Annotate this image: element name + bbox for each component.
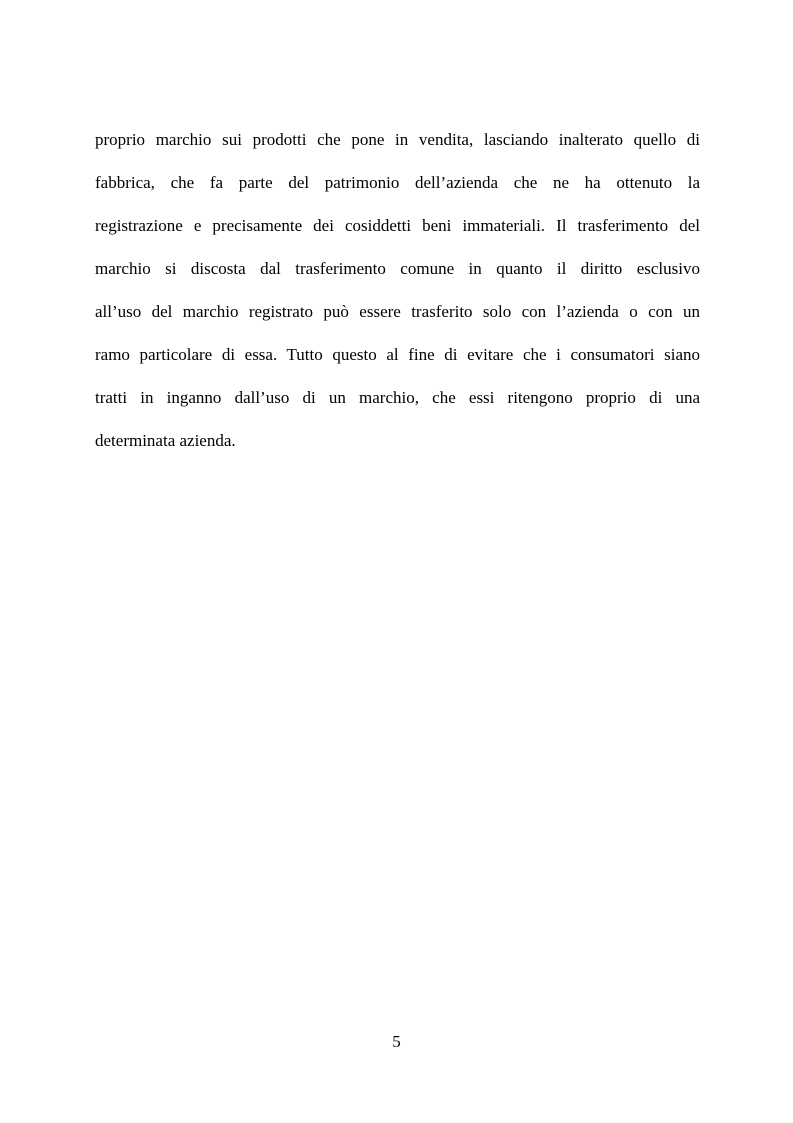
paragraph-line: fabbrica, che fa parte del patrimonio dell’azienda che ne ha ottenuto la	[95, 173, 700, 192]
paragraph-line: determinata azienda.	[95, 431, 236, 450]
paragraph-line: ramo particolare di essa. Tutto questo al fine di evitare che i consumatori siano	[95, 345, 700, 364]
body-paragraph	[95, 118, 700, 462]
paragraph-line: proprio marchio sui prodotti che pone in vendita, lasciando inalterato quello di	[95, 130, 700, 149]
paragraph-line: marchio si discosta dal trasferimento comune in quanto il diritto esclusivo	[95, 259, 700, 278]
paragraph-line: all’uso del marchio registrato può essere trasferito solo con l’azienda o con un	[95, 302, 700, 321]
page-number: 5	[392, 1032, 401, 1051]
paragraph-line: registrazione e precisamente dei cosiddetti beni immateriali. Il trasferimento del	[95, 216, 700, 235]
paragraph-line: tratti in inganno dall’uso di un marchio, che essi ritengono proprio di una	[95, 388, 700, 407]
